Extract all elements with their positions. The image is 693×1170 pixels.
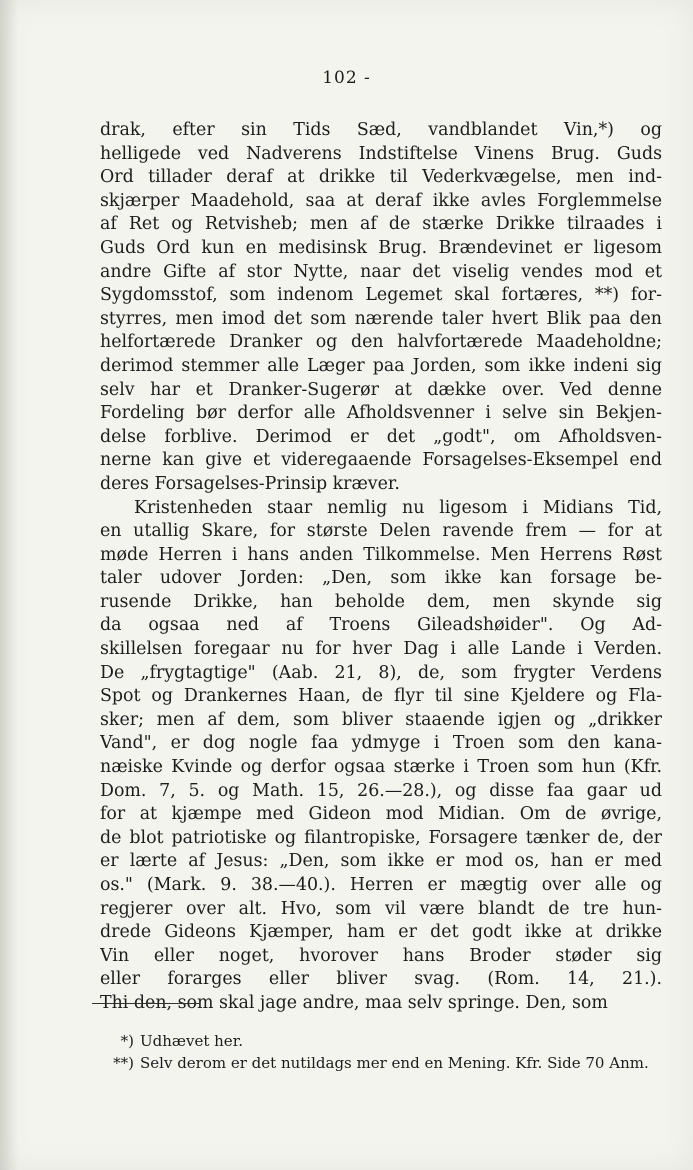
text-line: Vin eller noget, hvorover hans Broder støder sig bbox=[100, 945, 662, 966]
text-line: af Ret og Retvisheb; men af de stærke Drikke tilraades i bbox=[100, 214, 662, 235]
footnote-text: Selv derom er det nutildags mer end en Mening. Kfr. Side 70 Anm. bbox=[140, 1054, 649, 1072]
text-line: helligede ved Nadverens Indstiftelse Vinens Brug. Guds bbox=[100, 143, 662, 164]
body-text bbox=[100, 119, 662, 1016]
footnote bbox=[100, 1030, 660, 1052]
text-line: næiske Kvinde og derfor ogsaa stærke i Troen som hun (Kfr. bbox=[100, 757, 662, 778]
footnote bbox=[100, 1052, 660, 1074]
text-line: Guds Ord kun en medisinsk Brug. Brændevinet er ligesom bbox=[100, 237, 662, 258]
text-line: da ogsaa ned af Troens Gileadshøider". Og Ad- bbox=[100, 615, 662, 636]
text-line: skjærper Maadehold, saa at deraf ikke avles Forglemmelse bbox=[100, 190, 662, 211]
text-line: rusende Drikke, han beholde dem, men skynde sig bbox=[100, 591, 662, 612]
footnote-mark: *) bbox=[120, 1032, 134, 1050]
text-line: for at kjæmpe med Gideon mod Midian. Om de øvrige, bbox=[100, 804, 662, 825]
text-line: selv har et Dranker-Sugerør at dække over. Ved denne bbox=[100, 379, 662, 400]
text-line: skillelsen foregaar nu for hver Dag i alle Lande i Verden. bbox=[100, 639, 662, 660]
text-line: andre Gifte af stor Nytte, naar det viselig vendes mod et bbox=[100, 261, 662, 282]
text-line: delse forblive. Derimod er det „godt", om Afholdsven- bbox=[100, 426, 662, 447]
footnote-rule bbox=[92, 1003, 200, 1004]
text-line: møde Herren i hans anden Tilkommelse. Men Herrens Røst bbox=[100, 544, 662, 565]
text-line: sker; men af dem, som bliver staaende igjen og „drikker bbox=[100, 709, 662, 730]
text-line: nerne kan give et videregaaende Forsagelses-Eksempel end bbox=[100, 450, 662, 471]
text-line: Ord tillader deraf at drikke til Vederkvægelse, men ind- bbox=[100, 167, 662, 188]
text-line: taler udover Jorden: „Den, som ikke kan forsage be- bbox=[100, 568, 662, 589]
text-line: drak, efter sin Tids Sæd, vandblandet Vin,*) og bbox=[100, 120, 662, 140]
text-line: Spot og Drankernes Haan, de flyr til sine Kjeldere og Fla- bbox=[100, 686, 662, 707]
footnotes bbox=[100, 1030, 660, 1074]
text-line: de blot patriotiske og filantropiske, Forsagere tænker de, der bbox=[100, 827, 662, 848]
text-line: deres Forsagelses-Prinsip kræver. bbox=[100, 473, 400, 494]
text-line: er lærte af Jesus: „Den, som ikke er mod os, han er med bbox=[100, 851, 662, 872]
text-line: helfortærede Dranker og den halvfortærede Maadeholdne; bbox=[100, 332, 662, 353]
text-line: regjerer over alt. Hvo, som vil være blandt de tre hun- bbox=[100, 898, 662, 919]
text-line: De „frygtagtige" (Aab. 21, 8), de, som frygter Verdens bbox=[100, 662, 662, 683]
text-line: Dom. 7, 5. og Math. 15, 26.—28.), og disse faa gaar ud bbox=[100, 780, 662, 801]
footnote-mark: **) bbox=[113, 1054, 134, 1072]
page-binding-shadow bbox=[0, 0, 18, 1170]
text-line: eller forarges eller bliver svag. (Rom. 14, 21.). bbox=[100, 969, 662, 990]
page-number: 102 - bbox=[322, 68, 371, 88]
text-line: drede Gideons Kjæmper, ham er det godt ikke at drikke bbox=[100, 922, 662, 943]
text-line: Thi den, som skal jage andre, maa selv springe. Den, som bbox=[100, 992, 608, 1013]
text-line: Vand", er dog nogle faa ydmyge i Troen som den kana- bbox=[100, 733, 662, 754]
text-line: Kristenheden staar nemlig nu ligesom i Midians Tid, bbox=[134, 497, 662, 518]
text-line: os." (Mark. 9. 38.—40.). Herren er mægtig over alle og bbox=[100, 875, 662, 895]
footnote-text: Udhævet her. bbox=[140, 1032, 243, 1050]
text-line: en utallig Skare, for største Delen ravende frem — for at bbox=[100, 521, 662, 542]
text-line: derimod stemmer alle Læger paa Jorden, som ikke indeni sig bbox=[100, 355, 662, 376]
text-line: styrres, men imod det som nærende taler hvert Blik paa den bbox=[100, 308, 662, 329]
text-line: Sygdomsstof, som indenom Legemet skal fortæres, **) for- bbox=[100, 285, 662, 306]
text-line: Fordeling bør derfor alle Afholdsvenner i selve sin Bekjen- bbox=[100, 403, 662, 424]
